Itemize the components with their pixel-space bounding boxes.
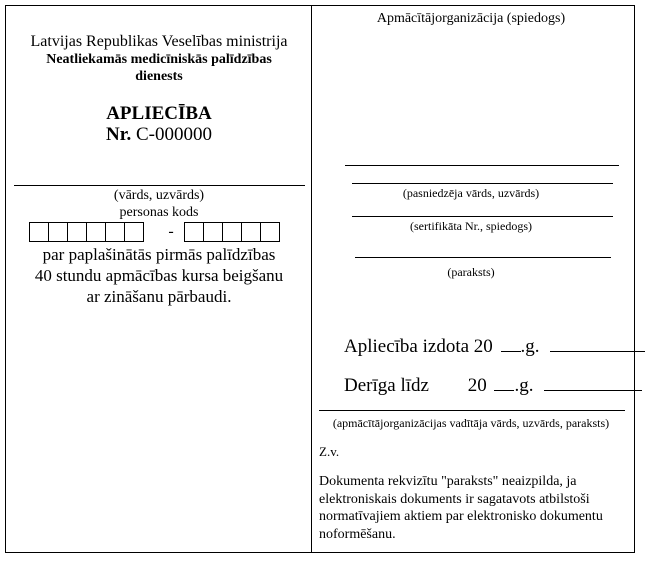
code-digit-box[interactable] (222, 222, 242, 242)
issued-date-blank[interactable] (550, 337, 645, 352)
code-digit-box[interactable] (67, 222, 87, 242)
issued-label: Apliecība izdota 20 (344, 336, 493, 357)
org-stamp-caption: Apmācītājorganizācija (spiedogs) (376, 11, 566, 26)
service-name-line1: Neatliekamās medicīniskās palīdzības (46, 52, 272, 67)
code-separator: - (168, 223, 174, 240)
issued-year-blank[interactable] (501, 337, 521, 352)
name-line (14, 185, 305, 186)
head-signature-line (319, 410, 625, 411)
code-digit-box[interactable] (203, 222, 223, 242)
instructor-caption: (pasniedzēja vārds, uzvārds) (402, 186, 540, 200)
code-digit-box[interactable] (48, 222, 68, 242)
issued-year-suffix: .g. (520, 336, 540, 357)
instructor-line (352, 183, 613, 184)
certificate-caption: (sertifikāta Nr., spiedogs) (410, 219, 532, 233)
course-line-2: 40 stundu apmācības kursa beigšanu (34, 266, 284, 285)
number-label: Nr. (106, 124, 132, 145)
valid-label: Derīga līdz (344, 375, 429, 396)
personal-code-label: personas kods (119, 205, 199, 220)
valid-year-blank[interactable] (494, 376, 514, 391)
signature-line (355, 257, 611, 258)
number-value: C-000000 (135, 124, 212, 145)
document-title: APLIECĪBA (106, 103, 212, 124)
course-line-3: ar zināšanu pārbaudi. (86, 287, 232, 306)
page-divider (311, 5, 312, 553)
certificate-line (352, 216, 613, 217)
notice-text: Dokumenta rekvizītu "paraksts" neaizpilda, ja elektroniskais dokuments ir sagatavots atbilstoši normatīvajiem aktiem par elektronisko dokumentu noformēšanu. (319, 474, 603, 542)
code-digit-box[interactable] (105, 222, 125, 242)
valid-year-suffix: .g. (514, 375, 534, 396)
document-number (10, 124, 308, 146)
course-line-1: par paplašinātās pirmās palīdzības (42, 245, 276, 264)
ministry-name: Latvijas Republikas Veselības ministrija (30, 33, 288, 50)
code-digit-box[interactable] (260, 222, 280, 242)
code-digit-box[interactable] (29, 222, 49, 242)
code-digit-box[interactable] (86, 222, 106, 242)
zv-label: Z.v. (319, 444, 340, 459)
head-caption: (apmācītājorganizācijas vadītāja vārds, uzvārds, paraksts) (332, 416, 610, 430)
code-digit-box[interactable] (124, 222, 144, 242)
code-digit-box[interactable] (184, 222, 204, 242)
valid-date-blank[interactable] (544, 376, 642, 391)
issued-row (344, 336, 645, 358)
signature-caption: (paraksts) (447, 265, 495, 279)
valid-row (344, 375, 642, 397)
valid-year-prefix: 20 (467, 375, 487, 396)
name-caption: (vārds, uzvārds) (113, 188, 205, 203)
code-digit-box[interactable] (241, 222, 261, 242)
service-name-line2: dienests (135, 69, 183, 84)
stamp-line (345, 165, 619, 166)
